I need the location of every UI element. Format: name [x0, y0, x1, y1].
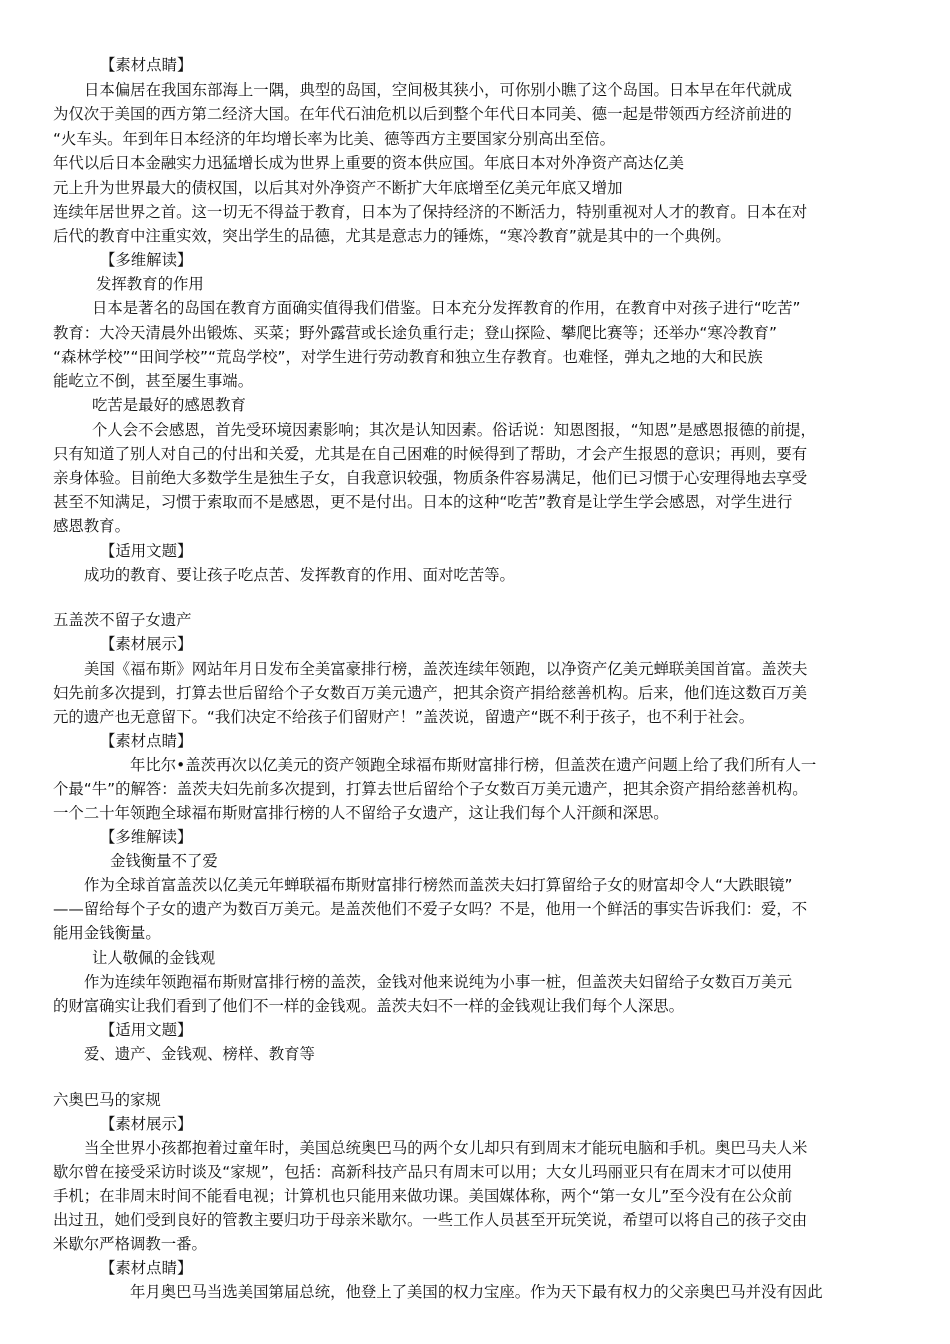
text-line: 六奥巴马的家规 [53, 1091, 161, 1109]
text-line: 成功的教育、要让孩子吃点苦、发挥教育的作用、面对吃苦等。 [84, 566, 515, 584]
text-line: 【素材点睛】 [100, 732, 193, 750]
text-line: 日本是著名的岛国在教育方面确实值得我们借鉴。日本充分发挥教育的作用，在教育中对孩子进行“吃苦” [92, 299, 801, 317]
text-line: 能屹立不倒，甚至屡生事端。 [53, 372, 254, 390]
text-line: 发挥教育的作用 [96, 275, 204, 293]
text-line: ——留给每个子女的遗产为数百万美元。是盖茨他们不爱子女吗？不是，他用一个鲜活的事实告诉我们：爱，不 [53, 900, 808, 918]
text-line: 个人会不会感恩，首先受环境因素影响；其次是认知因素。俗话说：知恩图报，“知恩”是感恩报德的前提， [92, 421, 816, 439]
text-line: 金钱衡量不了爱 [110, 852, 218, 870]
text-line: 能用金钱衡量。 [53, 924, 161, 942]
text-line: 年月奥巴马当选美国第届总统，他登上了美国的权力宝座。作为天下最有权力的父亲奥巴马并没有因此 [130, 1283, 823, 1301]
text-line: 【素材展示】 [100, 635, 193, 653]
text-line: 年比尔•盖茨再次以亿美元的资产领跑全球福布斯财富排行榜，但盖茨在遗产问题上给了我们所有人一 [130, 756, 817, 774]
text-line: 美国《福布斯》网站年月日发布全美富豪排行榜，盖茨连续年领跑，以净资产亿美元蝉联美国首富。盖茨夫 [84, 660, 808, 678]
text-line: 爱、遗产、金钱观、榜样、教育等 [84, 1045, 315, 1063]
text-line: 个最“牛”的解答：盖茨夫妇先前多次提到，打算去世后留给个子女数百万美元遗产，把其余资产捐给慈善机构。 [53, 780, 808, 798]
text-line: 【多维解读】 [100, 828, 193, 846]
text-line: 【适用文题】 [100, 542, 193, 560]
text-line: 年代以后日本金融实力迅猛增长成为世界上重要的资本供应国。年底日本对外净资产高达亿美 [53, 154, 685, 172]
text-line: 作为连续年领跑福布斯财富排行榜的盖茨，金钱对他来说纯为小事一桩，但盖茨夫妇留给子女数百万美元 [84, 973, 792, 991]
text-line: 日本偏居在我国东部海上一隅，典型的岛国，空间极其狭小，可你别小瞧了这个岛国。日本早在年代就成 [84, 81, 792, 99]
text-line: “火车头。年到年日本经济的年均增长率为比美、德等西方主要国家分别高出至倍。 [53, 130, 616, 148]
text-line: 亲身体验。目前绝大多数学生是独生子女，自我意识较强，物质条件容易满足，他们已习惯于心安理得地去享受 [53, 469, 808, 487]
text-line: 歇尔曾在接受采访时谈及“家规”，包括：高新科技产品只有周末可以用；大女儿玛丽亚只有在周末才可以使用 [53, 1163, 793, 1181]
text-line: 只有知道了别人对自己的付出和关爱，尤其是在自己困难的时候得到了帮助，才会产生报恩的意识；再则，要有 [53, 445, 808, 463]
text-line: 的财富确实让我们看到了他们不一样的金钱观。盖茨夫妇不一样的金钱观让我们每个人深思。 [53, 997, 685, 1015]
text-line: 元上升为世界最大的债权国，以后其对外净资产不断扩大年底增至亿美元年底又增加 [53, 179, 623, 197]
text-line: 作为全球首富盖茨以亿美元年蝉联福布斯财富排行榜然而盖茨夫妇打算留给子女的财富却令人“大跌眼镜” [84, 876, 793, 894]
text-line: 手机；在非周末时间不能看电视；计算机也只能用来做功课。美国媒体称，两个“第一女儿”至今没有在公众前 [53, 1187, 793, 1205]
text-line: 【多维解读】 [100, 251, 193, 269]
text-line: “森林学校”“田间学校”“荒岛学校”，对学生进行劳动教育和独立生存教育。也难怪，弹丸之地的大和民族 [53, 348, 763, 366]
text-line: 甚至不知满足，习惯于索取而不是感恩，更不是付出。日本的这种“吃苦”教育是让学生学会感恩，对学生进行 [53, 493, 793, 511]
text-line: 元的遗产也无意留下。“我们决定不给孩子们留财产！”盖茨说，留遗产“既不利于孩子，也不利于社会。 [53, 708, 755, 726]
text-line: 出过丑，她们受到良好的管教主要归功于母亲米歇尔。一些工作人员甚至开玩笑说，希望可以将自己的孩子交由 [53, 1211, 808, 1229]
text-line: 为仅次于美国的西方第二经济大国。在年代石油危机以后到整个年代日本同美、德一起是带领西方经济前进的 [53, 105, 792, 123]
text-line: 米歇尔严格调教一番。 [53, 1235, 207, 1253]
text-line: 【素材点睛】 [100, 1259, 193, 1277]
text-line: 吃苦是最好的感恩教育 [92, 396, 246, 414]
text-line: 当全世界小孩都抱着过童年时，美国总统奥巴马的两个女儿却只有到周末才能玩电脑和手机。奥巴马夫人米 [84, 1139, 808, 1157]
text-line: 教育：大冷天清晨外出锻炼、买菜；野外露营或长途负重行走；登山探险、攀爬比赛等；还举办“寒冷教育” [53, 324, 777, 342]
text-line: 妇先前多次提到，打算去世后留给个子女数百万美元遗产，把其余资产捐给慈善机构。后来，他们连这数百万美 [53, 684, 808, 702]
text-line: 【适用文题】 [100, 1021, 193, 1039]
text-line: 五盖茨不留子女遗产 [53, 611, 192, 629]
text-line: 【素材展示】 [100, 1115, 193, 1133]
text-line: 让人敬佩的金钱观 [92, 949, 216, 967]
text-line: 感恩教育。 [53, 517, 130, 535]
text-line: 一个二十年领跑全球福布斯财富排行榜的人不留给子女遗产，这让我们每个人汗颜和深思。 [53, 804, 669, 822]
text-line: 【素材点睛】 [100, 56, 193, 74]
text-line: 连续年居世界之首。这一切无不得益于教育，日本为了保持经济的不断活力，特别重视对人才的教育。日本在对 [53, 203, 808, 221]
text-line: 后代的教育中注重实效，突出学生的品德，尤其是意志力的锤炼，“寒冷教育”就是其中的一个典例。 [53, 227, 731, 245]
